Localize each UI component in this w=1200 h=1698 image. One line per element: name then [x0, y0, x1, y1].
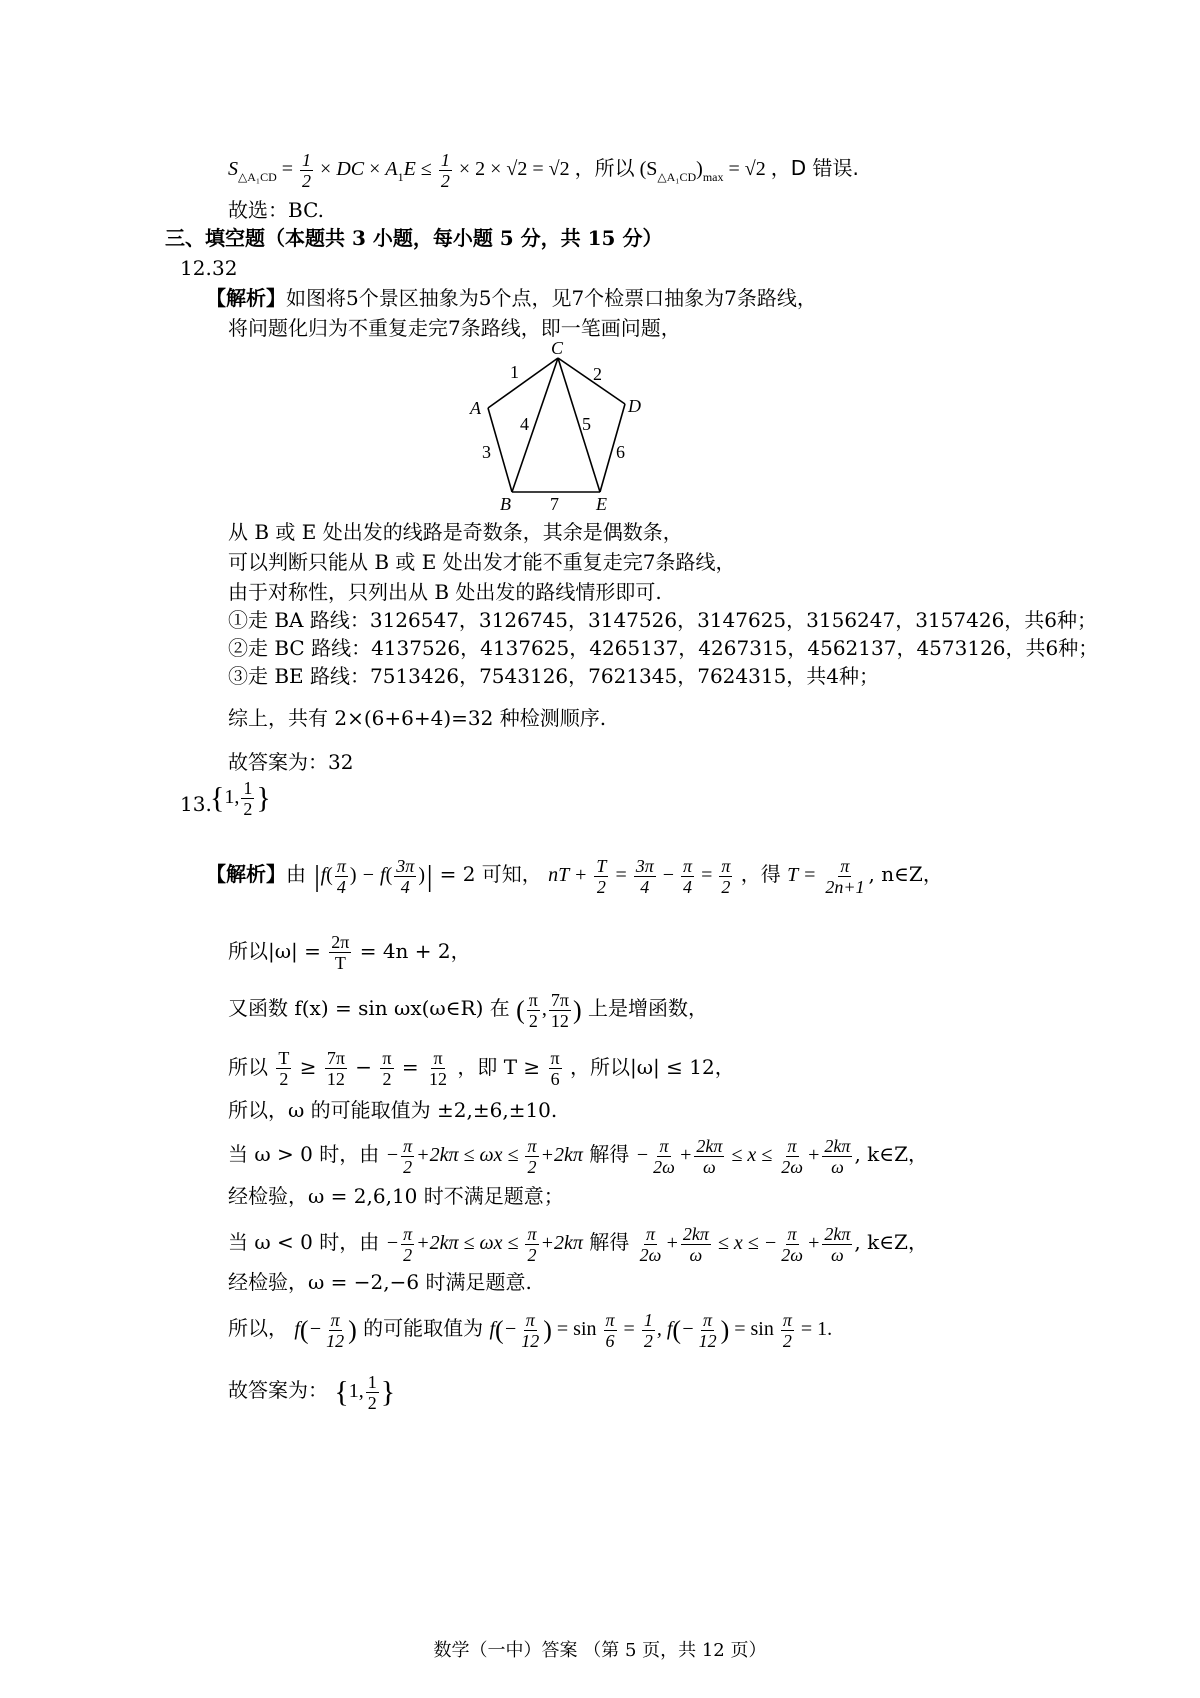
q13-line-4: 所以 $\frac{T}{2}$ ≥ $\frac{7\pi}{12}$ − $\frac{\pi}{2}$ = $\frac{\pi}{12}$ ，即 T ≥ $\frac{\pi}{6}$ ，所以|ω| ≤ 12， [228, 1048, 735, 1089]
edge-label-5: 5 [582, 414, 591, 434]
q12-answer: 32 [212, 256, 238, 280]
q12-line-4: 可以判断只能从 B 或 E 处出发才能不重复走完7条路线， [228, 550, 736, 574]
vertex-b: B [500, 494, 511, 514]
q13-line-5: 所以，ω 的可能取值为 ±2,±6,±10. [228, 1098, 558, 1122]
q13-line-9: 经检验，ω = −2,−6 时满足题意. [228, 1270, 532, 1294]
vertex-a: A [470, 398, 481, 418]
pentagon-route-diagram [460, 334, 660, 516]
q13-line-6: 当 ω > 0 时，由 − $\frac{\pi}{2}$ +2kπ ≤ ωx ≤ $\frac{\pi}{2}$ +2kπ 解得 − $\frac{\pi}{2\omega}$ + $\frac{2k\pi}{\omega}$ ≤ x ≤ $\frac{\pi}{2\omega}$ + $\frac{2k\pi}{\omega}$ , k∈Z， [228, 1136, 928, 1177]
edge-label-1: 1 [510, 362, 519, 382]
q13-answer: {1, $\frac{1}{2}$ } [210, 778, 271, 819]
q12-line-6: ①走 BA 路线：3126547，3126745，3147526，3147625，3156247，3157426，共6种； [228, 608, 1098, 632]
edge-label-4: 4 [520, 414, 529, 434]
choice-answer: 故选：BC. [228, 198, 325, 222]
edge-ca [488, 358, 558, 408]
q12-line-2: 将问题化归为不重复走完7条路线，即一笔画问题， [228, 316, 681, 340]
q13-line-7: 经检验，ω = 2,6,10 时不满足题意； [228, 1184, 564, 1208]
edge-label-3: 3 [482, 442, 491, 462]
q12-line-8: ③走 BE 路线：7513426，7543126，7621345，7624315，共4种； [228, 664, 880, 688]
q12-line-7: ②走 BC 路线：4137526，4137625，4265137，4267315，4562137，4573126，共6种； [228, 636, 1099, 660]
edge-ab [488, 408, 512, 492]
edge-cd [558, 358, 625, 404]
q13-line-8: 当 ω < 0 时，由 − $\frac{\pi}{2}$ +2kπ ≤ ωx ≤ $\frac{\pi}{2}$ +2kπ 解得 $\frac{\pi}{2\omega}$ + $\frac{2k\pi}{\omega}$ ≤ x ≤ − $\frac{\pi}{2\omega}$ + $\frac{2k\pi}{\omega}$ , k∈Z， [228, 1224, 928, 1265]
q12-summary: 综上，共有 2×(6+6+4)=32 种检测顺序. [228, 706, 607, 730]
edge-label-6: 6 [616, 442, 625, 462]
q13-line-3: 又函数 f(x) = sin ωx(ω∈R) 在 ( $\frac{\pi}{2}$ , $\frac{7\pi}{12}$ ) 上是增函数， [228, 990, 708, 1031]
vertex-d: D [628, 396, 641, 416]
vertex-c: C [551, 338, 564, 358]
q12-line-3: 从 B 或 E 处出发的线路是奇数条，其余是偶数条， [228, 520, 683, 544]
q12-line-1: 【解析】如图将5个景区抽象为5个点，见7个检票口抽象为7条路线， [206, 286, 817, 310]
q13-line-10: 所以， f(− $\frac{\pi}{12}$ ) 的可能取值为 f(− $\frac{\pi}{12}$ ) = sin $\frac{\pi}{6}$ = $\frac{1}{2}$ , f(− $\frac{\pi}{12}$ ) = sin $\frac{\pi}{2}$ = 1. [228, 1310, 833, 1351]
section-heading: 三、填空题（本题共 3 小题，每小题 5 分，共 15 分） [165, 226, 663, 250]
edge-label-7: 7 [550, 494, 559, 514]
q13-number: 13. [180, 792, 212, 816]
page-footer: 数学（一中）答案 （第 5 页，共 12 页） [433, 1640, 767, 1661]
vertex-e: E [596, 494, 607, 514]
q13-line-1: 【解析】由 |f( $\frac{\pi}{4}$ ) − f( $\frac{3\pi}{4}$ )| = 2 可知， nT + $\frac{T}{2}$ = $\frac{3\pi}{4}$ − $\frac{\pi}{4}$ = $\frac{\pi}{2}$ ，得 T = $\frac{\pi}{2n+1}$ , n∈Z， [206, 856, 943, 897]
q12-final-answer: 故答案为：32 [228, 750, 354, 774]
q13-final-answer: 故答案为： {1, $\frac{1}{2}$ } [228, 1372, 396, 1413]
q12-number: 12. [180, 256, 212, 280]
area-formula-line: $S_{\triangle A_1CD}$ = $\frac{1}{2}$ × DC × $A_1E$ ≤ $\frac{1}{2}$ × 2 × √2 = √2 ，所以 $(S_{\triangle A_1CD})_{max} = √2$ ，D 错误. [228, 150, 859, 191]
edge-label-2: 2 [593, 364, 602, 384]
q12-line-5: 由于对称性，只列出从 B 处出发的路线情形即可. [228, 580, 662, 604]
q13-line-2: 所以|ω| = $\frac{2\pi}{T}$ = 4n + 2， [228, 932, 471, 973]
